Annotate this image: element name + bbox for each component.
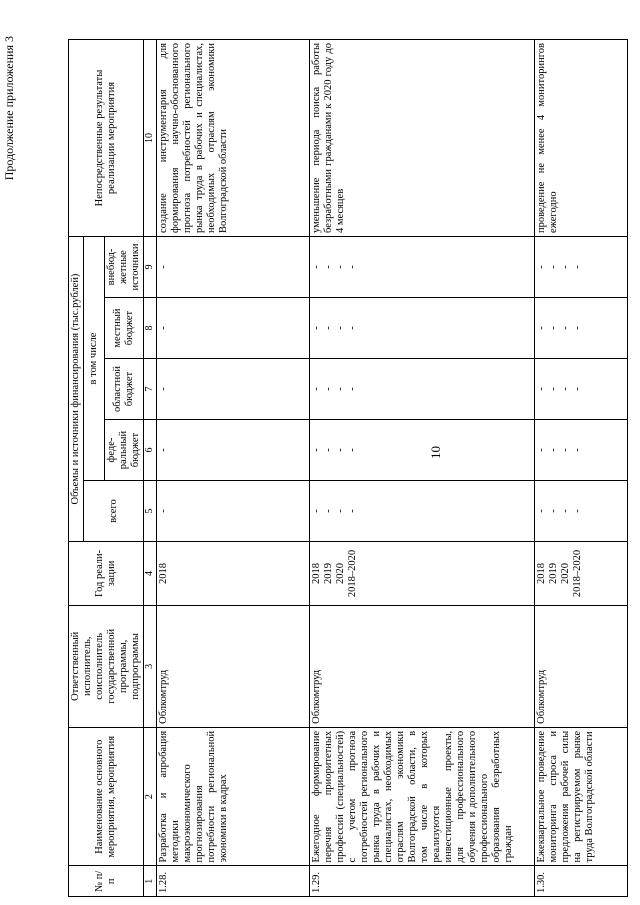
header-total: всего [84, 481, 144, 542]
col-number: 5 [144, 481, 157, 542]
col-number: 4 [144, 542, 157, 606]
funding-cell [535, 237, 628, 298]
funding-value: - [548, 387, 559, 391]
funding-value: - [347, 448, 358, 452]
funding-cell [535, 298, 628, 359]
header-executor: Ответственный исполнитель, соисполнитель государственной программы, подпрограммы [69, 605, 144, 727]
funding-value: - [311, 265, 322, 269]
funding-value: - [560, 326, 571, 330]
col-number: 9 [144, 237, 157, 298]
year-value: 2018 [158, 562, 169, 584]
funding-value: - [158, 509, 169, 513]
funding-cell [157, 237, 310, 298]
funding-value: - [560, 448, 571, 452]
funding-cell [310, 481, 535, 542]
funding-value: - [347, 326, 358, 330]
funding-value: - [335, 265, 346, 269]
funding-value: - [347, 509, 358, 513]
row-result: уменьшение периода поиска работы безработными гражданами к 2020 году до 4 месяцев [310, 40, 535, 237]
header-name: Наименование основного мероприятия, мероприятия [69, 727, 144, 866]
row-years [535, 542, 628, 606]
funding-value: - [536, 326, 547, 330]
funding-value: - [572, 265, 583, 269]
funding-value: - [335, 509, 346, 513]
header-num: № п/п [69, 866, 144, 897]
header-funding: Объемы и источники финансирования (тыс.рублей) [69, 237, 84, 542]
measures-table [68, 39, 628, 897]
row-num: 1.30. [535, 866, 628, 897]
funding-value: - [158, 265, 169, 269]
year-value: 2018–2020 [572, 549, 583, 598]
funding-value: - [347, 387, 358, 391]
funding-value: - [536, 509, 547, 513]
funding-value: - [158, 448, 169, 452]
row-result: проведение не менее 4 мониторингов ежегодно [535, 40, 628, 237]
funding-value: - [572, 448, 583, 452]
funding-value: - [323, 387, 334, 391]
funding-value: - [548, 448, 559, 452]
table-row [157, 40, 310, 897]
funding-value: - [323, 448, 334, 452]
row-executor: Облкомтруд [535, 605, 628, 727]
funding-cell [310, 237, 535, 298]
header-regional: областной бюджет [105, 359, 144, 420]
funding-value: - [560, 265, 571, 269]
row-num: 1.29. [310, 866, 535, 897]
funding-value: - [548, 265, 559, 269]
row-executor: Облкомтруд [157, 605, 310, 727]
header-year: Год реали-зации [69, 542, 144, 606]
header-incl: в том числе [84, 237, 105, 481]
funding-cell [310, 420, 535, 481]
funding-cell [310, 359, 535, 420]
header-extra: внебюд-жетные источники [105, 237, 144, 298]
year-value: 2019 [548, 562, 559, 584]
funding-cell [535, 481, 628, 542]
funding-value: - [323, 265, 334, 269]
year-value: 2018 [311, 562, 322, 584]
year-value: 2020 [335, 562, 346, 584]
funding-value: - [548, 326, 559, 330]
row-name: Ежеквартальное проведение мониторинга спроса и предложения рабочей силы на регистрируемом рынке труда Волгоградской области [535, 727, 628, 866]
page-number: 10 [428, 446, 443, 459]
funding-value: - [323, 326, 334, 330]
funding-value: - [572, 509, 583, 513]
funding-value: - [323, 509, 334, 513]
row-years [310, 542, 535, 606]
funding-value: - [311, 387, 322, 391]
year-value: 2019 [323, 562, 334, 584]
funding-cell [157, 359, 310, 420]
funding-value: - [335, 326, 346, 330]
row-name: Ежегодное формирование перечня приоритетных профессий (специальностей) с учетом прогноза потребностей регионального рынка труда в рабочих и специалистах, необходимых отраслям экономики Волгоградской области, в том числе в которых реализуются инвестиционные проекты, для профессионального обучения и дополнительного профессионального образования безработных граждан [310, 727, 535, 866]
table-body [157, 40, 628, 897]
funding-cell [535, 420, 628, 481]
year-value: 2018–2020 [347, 549, 358, 598]
year-value: 2020 [560, 562, 571, 584]
continuation-label: Продолжение приложения 3 [2, 36, 16, 181]
table-row [535, 40, 628, 897]
header-result: Непосредственные результаты реализации мероприятия [69, 40, 144, 237]
row-num: 1.28. [157, 866, 310, 897]
col-number: 8 [144, 298, 157, 359]
funding-value: - [158, 387, 169, 391]
header-local: местный бюджет [105, 298, 144, 359]
col-number: 1 [144, 866, 157, 897]
funding-value: - [536, 265, 547, 269]
funding-cell [157, 481, 310, 542]
col-number: 7 [144, 359, 157, 420]
table-row [310, 40, 535, 897]
row-result: создание инструментария для формирования научно-обоснованного прогноза потребностей регионального рынка труда в рабочих и специалистах, необходимых отраслям экономики Волгоградской области [157, 40, 310, 237]
funding-value: - [572, 387, 583, 391]
funding-value: - [335, 387, 346, 391]
funding-value: - [158, 326, 169, 330]
funding-value: - [311, 448, 322, 452]
row-years [157, 542, 310, 606]
row-name: Разработка и апробация методики макроэкономического прогнозирования потребности региональной экономики в кадрах [157, 727, 310, 866]
funding-value: - [347, 265, 358, 269]
funding-cell [157, 298, 310, 359]
col-number: 10 [144, 40, 157, 237]
funding-cell [157, 420, 310, 481]
funding-value: - [560, 387, 571, 391]
col-number: 6 [144, 420, 157, 481]
col-number: 2 [144, 727, 157, 866]
funding-cell [310, 298, 535, 359]
row-executor: Облкомтруд [310, 605, 535, 727]
funding-value: - [335, 448, 346, 452]
funding-value: - [311, 509, 322, 513]
year-value: 2018 [536, 562, 547, 584]
col-number: 3 [144, 605, 157, 727]
funding-value: - [536, 387, 547, 391]
funding-value: - [536, 448, 547, 452]
funding-cell [535, 359, 628, 420]
funding-value: - [560, 509, 571, 513]
funding-value: - [548, 509, 559, 513]
funding-value: - [311, 326, 322, 330]
funding-value: - [572, 326, 583, 330]
header-federal: феде-ральный бюджет [105, 420, 144, 481]
